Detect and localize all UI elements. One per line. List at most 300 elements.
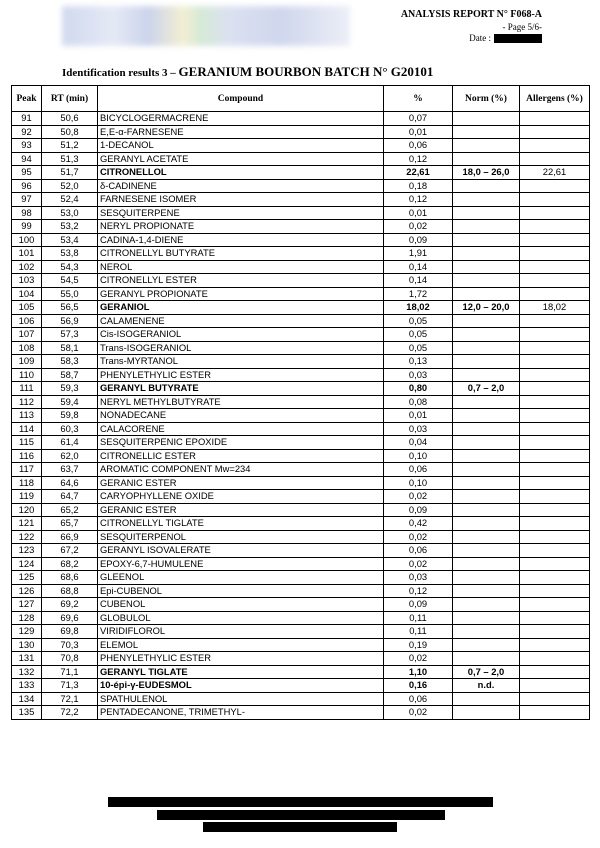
cell-norm <box>453 314 520 328</box>
cell-rt: 53,8 <box>42 247 98 261</box>
cell-allergens <box>520 652 590 666</box>
cell-compound: GLEENOL <box>98 571 384 585</box>
cell-rt: 54,3 <box>42 260 98 274</box>
cell-peak: 118 <box>12 476 42 490</box>
cell-percent: 0,02 <box>384 557 453 571</box>
cell-compound: CITRONELLYL BUTYRATE <box>98 247 384 261</box>
cell-rt: 56,9 <box>42 314 98 328</box>
cell-norm <box>453 125 520 139</box>
cell-allergens <box>520 139 590 153</box>
cell-percent: 0,10 <box>384 449 453 463</box>
cell-percent: 0,03 <box>384 571 453 585</box>
results-table <box>11 85 590 720</box>
cell-rt: 57,3 <box>42 328 98 342</box>
table-row <box>12 625 590 639</box>
table-row <box>12 152 590 166</box>
cell-peak: 96 <box>12 179 42 193</box>
cell-compound: GERANYL BUTYRATE <box>98 382 384 396</box>
table-row <box>12 314 590 328</box>
cell-rt: 62,0 <box>42 449 98 463</box>
cell-percent: 0,02 <box>384 490 453 504</box>
cell-rt: 55,0 <box>42 287 98 301</box>
cell-rt: 69,2 <box>42 598 98 612</box>
cell-peak: 99 <box>12 220 42 234</box>
redacted-footer-line-1 <box>108 797 493 807</box>
table-row <box>12 463 590 477</box>
cell-compound: GERANIC ESTER <box>98 503 384 517</box>
cell-allergens <box>520 233 590 247</box>
date-label: Date : <box>469 33 491 43</box>
cell-rt: 53,2 <box>42 220 98 234</box>
cell-norm <box>453 395 520 409</box>
cell-peak: 92 <box>12 125 42 139</box>
table-row <box>12 247 590 261</box>
cell-norm: 18,0 – 26,0 <box>453 166 520 180</box>
cell-compound: PENTADECANONE, TRIMETHYL- <box>98 706 384 720</box>
cell-allergens <box>520 638 590 652</box>
cell-peak: 121 <box>12 517 42 531</box>
cell-compound: δ-CADINENE <box>98 179 384 193</box>
cell-rt: 69,6 <box>42 611 98 625</box>
cell-percent: 0,01 <box>384 206 453 220</box>
cell-rt: 64,6 <box>42 476 98 490</box>
section-title <box>62 64 433 80</box>
cell-rt: 59,8 <box>42 409 98 423</box>
cell-compound: GERANYL PROPIONATE <box>98 287 384 301</box>
cell-norm <box>453 544 520 558</box>
cell-compound: GERANIC ESTER <box>98 476 384 490</box>
cell-compound: CUBENOL <box>98 598 384 612</box>
cell-norm <box>453 557 520 571</box>
table-row <box>12 368 590 382</box>
cell-norm <box>453 625 520 639</box>
cell-norm <box>453 476 520 490</box>
table-row <box>12 179 590 193</box>
cell-peak: 93 <box>12 139 42 153</box>
table-row <box>12 449 590 463</box>
cell-compound: Cis-ISOGERANIOL <box>98 328 384 342</box>
table-row <box>12 544 590 558</box>
cell-norm <box>453 152 520 166</box>
cell-compound: ELEMOL <box>98 638 384 652</box>
cell-percent: 0,16 <box>384 679 453 693</box>
cell-norm: n.d. <box>453 679 520 693</box>
cell-compound: GERANYL ISOVALERATE <box>98 544 384 558</box>
col-header-compound: Compound <box>98 86 384 112</box>
cell-allergens <box>520 557 590 571</box>
cell-allergens <box>520 598 590 612</box>
table-row <box>12 517 590 531</box>
cell-percent: 0,02 <box>384 220 453 234</box>
cell-percent: 1,10 <box>384 665 453 679</box>
cell-norm <box>453 706 520 720</box>
cell-rt: 71,3 <box>42 679 98 693</box>
cell-peak: 112 <box>12 395 42 409</box>
cell-percent: 0,18 <box>384 179 453 193</box>
cell-percent: 0,11 <box>384 611 453 625</box>
report-title: ANALYSIS REPORT N° F068-A <box>400 9 542 20</box>
cell-percent: 0,14 <box>384 274 453 288</box>
cell-peak: 100 <box>12 233 42 247</box>
cell-allergens <box>520 692 590 706</box>
cell-compound: GERANIOL <box>98 301 384 315</box>
cell-norm: 12,0 – 20,0 <box>453 301 520 315</box>
cell-allergens <box>520 611 590 625</box>
cell-percent: 1,91 <box>384 247 453 261</box>
cell-peak: 115 <box>12 436 42 450</box>
cell-percent: 0,02 <box>384 530 453 544</box>
cell-percent: 0,06 <box>384 463 453 477</box>
cell-compound: CITRONELLOL <box>98 166 384 180</box>
cell-rt: 58,3 <box>42 355 98 369</box>
table-row <box>12 233 590 247</box>
cell-peak: 123 <box>12 544 42 558</box>
table-row <box>12 328 590 342</box>
cell-percent: 0,10 <box>384 476 453 490</box>
cell-compound: 10-épi-γ-EUDESMOL <box>98 679 384 693</box>
cell-percent: 18,02 <box>384 301 453 315</box>
cell-compound: GLOBULOL <box>98 611 384 625</box>
table-row <box>12 436 590 450</box>
cell-allergens <box>520 584 590 598</box>
cell-peak: 94 <box>12 152 42 166</box>
table-row <box>12 274 590 288</box>
cell-rt: 68,6 <box>42 571 98 585</box>
table-header-row <box>12 86 590 112</box>
table-row <box>12 584 590 598</box>
cell-rt: 72,2 <box>42 706 98 720</box>
cell-percent: 0,12 <box>384 152 453 166</box>
cell-rt: 51,2 <box>42 139 98 153</box>
cell-norm <box>453 530 520 544</box>
cell-percent: 0,05 <box>384 328 453 342</box>
cell-norm <box>453 584 520 598</box>
cell-norm <box>453 260 520 274</box>
table-row <box>12 125 590 139</box>
cell-compound: AROMATIC COMPONENT Mw=234 <box>98 463 384 477</box>
cell-compound: CALACORENE <box>98 422 384 436</box>
cell-percent: 0,06 <box>384 692 453 706</box>
cell-rt: 70,3 <box>42 638 98 652</box>
cell-allergens <box>520 706 590 720</box>
cell-peak: 104 <box>12 287 42 301</box>
cell-norm <box>453 368 520 382</box>
cell-peak: 134 <box>12 692 42 706</box>
cell-percent: 0,01 <box>384 125 453 139</box>
cell-compound: CITRONELLYL ESTER <box>98 274 384 288</box>
cell-percent: 0,06 <box>384 139 453 153</box>
cell-allergens <box>520 152 590 166</box>
cell-allergens <box>520 247 590 261</box>
cell-allergens <box>520 382 590 396</box>
cell-compound: EPOXY-6,7-HUMULENE <box>98 557 384 571</box>
table-row <box>12 598 590 612</box>
cell-percent: 0,80 <box>384 382 453 396</box>
cell-allergens <box>520 355 590 369</box>
cell-norm <box>453 503 520 517</box>
cell-allergens <box>520 260 590 274</box>
cell-rt: 63,7 <box>42 463 98 477</box>
cell-peak: 119 <box>12 490 42 504</box>
cell-compound: CITRONELLIC ESTER <box>98 449 384 463</box>
table-row <box>12 503 590 517</box>
table-row <box>12 476 590 490</box>
cell-compound: SESQUITERPENIC EPOXIDE <box>98 436 384 450</box>
cell-compound: CADINA-1,4-DIENE <box>98 233 384 247</box>
cell-norm <box>453 598 520 612</box>
cell-percent: 0,08 <box>384 395 453 409</box>
table-row <box>12 490 590 504</box>
cell-compound: NONADECANE <box>98 409 384 423</box>
cell-compound: FARNESENE ISOMER <box>98 193 384 207</box>
cell-rt: 58,7 <box>42 368 98 382</box>
cell-norm <box>453 247 520 261</box>
cell-compound: PHENYLETHYLIC ESTER <box>98 652 384 666</box>
cell-rt: 50,8 <box>42 125 98 139</box>
cell-rt: 51,3 <box>42 152 98 166</box>
cell-allergens <box>520 125 590 139</box>
cell-norm <box>453 139 520 153</box>
cell-peak: 109 <box>12 355 42 369</box>
cell-percent: 0,12 <box>384 584 453 598</box>
section-title-main: GERANIUM BOURBON BATCH N° G20101 <box>178 64 434 79</box>
cell-peak: 110 <box>12 368 42 382</box>
cell-peak: 98 <box>12 206 42 220</box>
redacted-footer-line-3 <box>203 822 397 832</box>
cell-norm: 0,7 – 2,0 <box>453 665 520 679</box>
cell-peak: 116 <box>12 449 42 463</box>
cell-norm <box>453 233 520 247</box>
table-row <box>12 422 590 436</box>
section-title-prefix: Identification results 3 – <box>62 67 179 79</box>
cell-compound: Trans-ISOGERANIOL <box>98 341 384 355</box>
cell-percent: 0,14 <box>384 260 453 274</box>
cell-peak: 97 <box>12 193 42 207</box>
table-row <box>12 166 590 180</box>
cell-peak: 125 <box>12 571 42 585</box>
cell-rt: 53,4 <box>42 233 98 247</box>
cell-allergens <box>520 476 590 490</box>
cell-percent: 0,04 <box>384 436 453 450</box>
table-row <box>12 706 590 720</box>
cell-norm <box>453 206 520 220</box>
cell-norm <box>453 652 520 666</box>
cell-rt: 66,9 <box>42 530 98 544</box>
cell-rt: 68,8 <box>42 584 98 598</box>
cell-peak: 103 <box>12 274 42 288</box>
cell-percent: 0,09 <box>384 598 453 612</box>
cell-peak: 111 <box>12 382 42 396</box>
cell-compound: 1-DECANOL <box>98 139 384 153</box>
cell-allergens <box>520 112 590 126</box>
cell-peak: 126 <box>12 584 42 598</box>
cell-peak: 131 <box>12 652 42 666</box>
cell-compound: VIRIDIFLOROL <box>98 625 384 639</box>
cell-peak: 120 <box>12 503 42 517</box>
cell-norm <box>453 341 520 355</box>
table-row <box>12 193 590 207</box>
table-row <box>12 206 590 220</box>
cell-compound: Trans-MYRTANOL <box>98 355 384 369</box>
cell-norm <box>453 409 520 423</box>
cell-allergens <box>520 341 590 355</box>
cell-allergens <box>520 368 590 382</box>
cell-peak: 122 <box>12 530 42 544</box>
cell-rt: 61,4 <box>42 436 98 450</box>
cell-peak: 113 <box>12 409 42 423</box>
cell-percent: 1,72 <box>384 287 453 301</box>
col-header-pct: % <box>384 86 453 112</box>
cell-allergens <box>520 422 590 436</box>
table-row <box>12 355 590 369</box>
table-row <box>12 395 590 409</box>
col-header-rt: RT (min) <box>42 86 98 112</box>
cell-rt: 59,4 <box>42 395 98 409</box>
cell-rt: 60,3 <box>42 422 98 436</box>
table-row <box>12 260 590 274</box>
cell-rt: 58,1 <box>42 341 98 355</box>
cell-rt: 52,0 <box>42 179 98 193</box>
report-date <box>469 33 542 43</box>
cell-peak: 135 <box>12 706 42 720</box>
cell-allergens <box>520 571 590 585</box>
cell-rt: 72,1 <box>42 692 98 706</box>
table-row <box>12 409 590 423</box>
cell-peak: 124 <box>12 557 42 571</box>
table-row <box>12 692 590 706</box>
cell-peak: 101 <box>12 247 42 261</box>
col-header-allergens: Allergens (%) <box>520 86 590 112</box>
cell-compound: SPATHULENOL <box>98 692 384 706</box>
cell-norm <box>453 179 520 193</box>
table-row <box>12 557 590 571</box>
cell-norm <box>453 328 520 342</box>
cell-allergens <box>520 449 590 463</box>
cell-peak: 128 <box>12 611 42 625</box>
cell-percent: 0,02 <box>384 652 453 666</box>
table-row <box>12 139 590 153</box>
cell-compound: Epi-CUBENOL <box>98 584 384 598</box>
cell-norm <box>453 112 520 126</box>
redacted-date <box>494 34 542 43</box>
cell-allergens <box>520 490 590 504</box>
cell-allergens: 18,02 <box>520 301 590 315</box>
cell-norm <box>453 355 520 369</box>
cell-peak: 102 <box>12 260 42 274</box>
cell-allergens <box>520 503 590 517</box>
cell-allergens <box>520 179 590 193</box>
cell-allergens <box>520 206 590 220</box>
cell-compound: E,E-α-FARNESENE <box>98 125 384 139</box>
cell-peak: 105 <box>12 301 42 315</box>
cell-rt: 52,4 <box>42 193 98 207</box>
cell-peak: 130 <box>12 638 42 652</box>
cell-rt: 70,8 <box>42 652 98 666</box>
table-row <box>12 382 590 396</box>
cell-allergens <box>520 679 590 693</box>
cell-rt: 68,2 <box>42 557 98 571</box>
cell-allergens <box>520 463 590 477</box>
cell-norm <box>453 193 520 207</box>
table-body <box>12 112 590 720</box>
table-row <box>12 679 590 693</box>
cell-compound: NERYL METHYLBUTYRATE <box>98 395 384 409</box>
cell-norm <box>453 611 520 625</box>
cell-norm <box>453 517 520 531</box>
cell-allergens <box>520 665 590 679</box>
cell-percent: 0,09 <box>384 233 453 247</box>
cell-rt: 71,1 <box>42 665 98 679</box>
cell-allergens: 22,61 <box>520 166 590 180</box>
cell-norm <box>453 436 520 450</box>
table-row <box>12 301 590 315</box>
cell-percent: 0,03 <box>384 422 453 436</box>
cell-rt: 67,2 <box>42 544 98 558</box>
cell-percent: 0,19 <box>384 638 453 652</box>
cell-percent: 0,12 <box>384 193 453 207</box>
cell-allergens <box>520 544 590 558</box>
cell-norm <box>453 490 520 504</box>
cell-compound: PHENYLETHYLIC ESTER <box>98 368 384 382</box>
table-row <box>12 287 590 301</box>
cell-allergens <box>520 395 590 409</box>
cell-allergens <box>520 314 590 328</box>
cell-rt: 69,8 <box>42 625 98 639</box>
cell-allergens <box>520 193 590 207</box>
cell-rt: 65,7 <box>42 517 98 531</box>
table-row <box>12 638 590 652</box>
cell-peak: 106 <box>12 314 42 328</box>
cell-allergens <box>520 220 590 234</box>
cell-rt: 53,0 <box>42 206 98 220</box>
col-header-norm: Norm (%) <box>453 86 520 112</box>
cell-compound: SESQUITERPENOL <box>98 530 384 544</box>
cell-compound: NERYL PROPIONATE <box>98 220 384 234</box>
cell-peak: 91 <box>12 112 42 126</box>
cell-peak: 133 <box>12 679 42 693</box>
cell-percent: 0,06 <box>384 544 453 558</box>
table-row <box>12 611 590 625</box>
table-row <box>12 341 590 355</box>
cell-peak: 117 <box>12 463 42 477</box>
redacted-footer-line-2 <box>157 810 445 820</box>
cell-norm: 0,7 – 2,0 <box>453 382 520 396</box>
cell-norm <box>453 463 520 477</box>
cell-percent: 0,05 <box>384 314 453 328</box>
cell-peak: 95 <box>12 166 42 180</box>
cell-percent: 0,13 <box>384 355 453 369</box>
cell-norm <box>453 638 520 652</box>
cell-percent: 0,07 <box>384 112 453 126</box>
table-row <box>12 220 590 234</box>
cell-rt: 51,7 <box>42 166 98 180</box>
cell-compound: NEROL <box>98 260 384 274</box>
cell-percent: 0,09 <box>384 503 453 517</box>
cell-allergens <box>520 517 590 531</box>
cell-percent: 0,11 <box>384 625 453 639</box>
cell-peak: 127 <box>12 598 42 612</box>
cell-allergens <box>520 625 590 639</box>
cell-rt: 59,3 <box>42 382 98 396</box>
cell-norm <box>453 571 520 585</box>
table-row <box>12 665 590 679</box>
cell-norm <box>453 449 520 463</box>
cell-peak: 108 <box>12 341 42 355</box>
cell-percent: 0,03 <box>384 368 453 382</box>
cell-percent: 0,42 <box>384 517 453 531</box>
cell-norm <box>453 692 520 706</box>
cell-allergens <box>520 530 590 544</box>
